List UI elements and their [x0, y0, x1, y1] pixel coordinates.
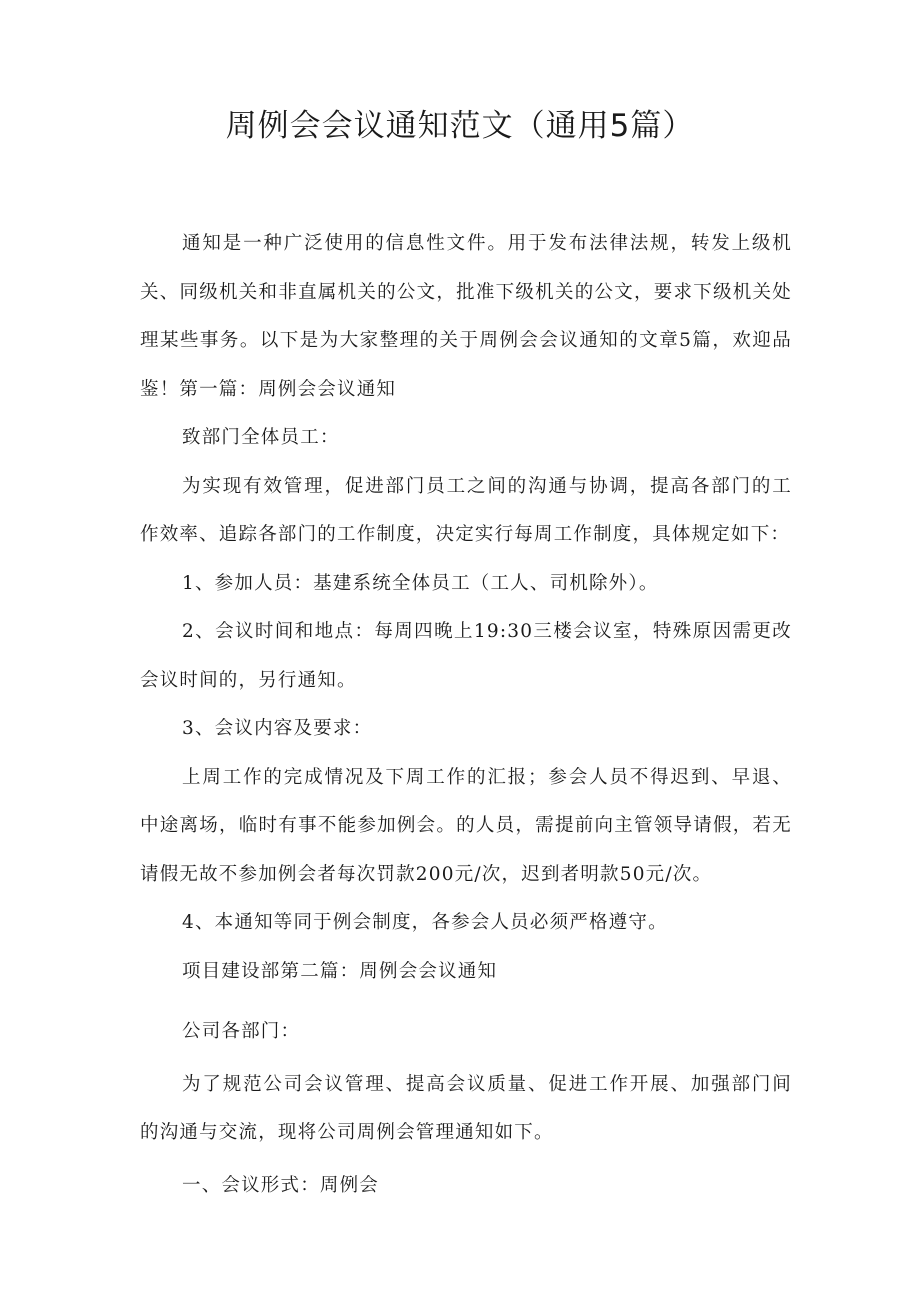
paragraph-item-2: 2、会议时间和地点：每周四晚上19:30三楼会议室，特殊原因需更改会议时间的，另行通知。 [140, 621, 792, 691]
paragraph-item-1: 1、参加人员：基建系统全体员工（工人、司机除外）。 [182, 572, 659, 594]
paragraph-section-1: 一、会议形式：周例会 [182, 1174, 380, 1196]
document-body [140, 220, 792, 1210]
paragraph-intro: 通知是一种广泛使用的信息性文件。用于发布法律法规，转发上级机关、同级机关和非直属机关的公文，批准下级机关的公文，要求下级机关处理某些事务。以下是为大家整理的关于周例会会议通知的文章5篇，欢迎品鉴！第一篇：周例会会议通知 [140, 233, 792, 400]
paragraph-second-article-heading: 项目建设部第二篇：周例会会议通知 [182, 960, 498, 982]
document-title: 周例会会议通知范文（通用5篇） [225, 108, 695, 144]
paragraph-item-4: 4、本通知等同于例会制度，各参会人员必须严格遵守。 [182, 912, 668, 933]
paragraph-requirements: 上周工作的完成情况及下周工作的汇报；参会人员不得迟到、早退、中途离场，临时有事不能参加例会。的人员，需提前向主管领导请假，若无请假无故不参加例会者每次罚款200元/次，迟到者明款50元/次。 [140, 766, 792, 885]
paragraph-salutation-2: 公司各部门： [182, 1021, 301, 1042]
paragraph-purpose-1: 为实现有效管理，促进部门员工之间的沟通与协调，提高各部门的工作效率、追踪各部门的工作制度，决定实行每周工作制度，具体规定如下： [140, 475, 792, 545]
paragraph-purpose-2: 为了规范公司会议管理、提高会议质量、促进工作开展、加强部门间的沟通与交流，现将公司周例会管理通知如下。 [140, 1073, 792, 1143]
paragraph-item-3: 3、会议内容及要求： [182, 718, 373, 739]
paragraph-salutation-1: 致部门全体员工： [182, 427, 340, 448]
